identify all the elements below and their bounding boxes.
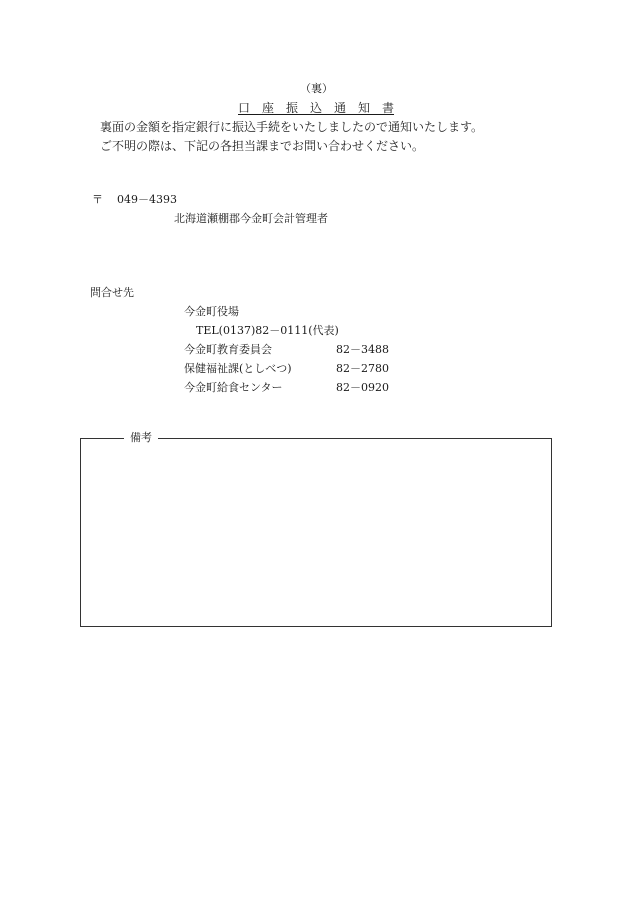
contact-office: 今金町役場: [184, 305, 239, 318]
department-number: 82－0920: [336, 381, 389, 394]
department-name: 今金町教育委員会: [184, 343, 272, 356]
postal-mark: 〒: [92, 193, 103, 206]
contact-heading: 問合せ先: [90, 286, 134, 299]
remarks-box: [80, 431, 552, 627]
document-title: 口 座 振 込 通 知 書: [238, 101, 395, 115]
contact-tel: TEL(0137)82－0111(代表): [196, 324, 339, 337]
department-name: 今金町給食センター: [184, 381, 283, 394]
postal-code: 049－4393: [117, 193, 177, 206]
postal-address: [92, 194, 177, 205]
intro-line-1: 裏面の金額を指定銀行に振込手続をいたしましたので通知いたします。: [100, 120, 484, 134]
reverse-side-label: （裏）: [300, 82, 333, 95]
sender-name: 北海道瀬棚郡今金町会計管理者: [174, 212, 328, 225]
department-number: 82－3488: [336, 343, 389, 356]
department-number: 82－2780: [336, 362, 389, 375]
department-name: 保健福祉課(としべつ): [184, 362, 292, 375]
intro-line-2: ご不明の際は、下記の各担当課までお問い合わせください。: [100, 139, 425, 153]
remarks-label: 備考: [124, 432, 158, 443]
